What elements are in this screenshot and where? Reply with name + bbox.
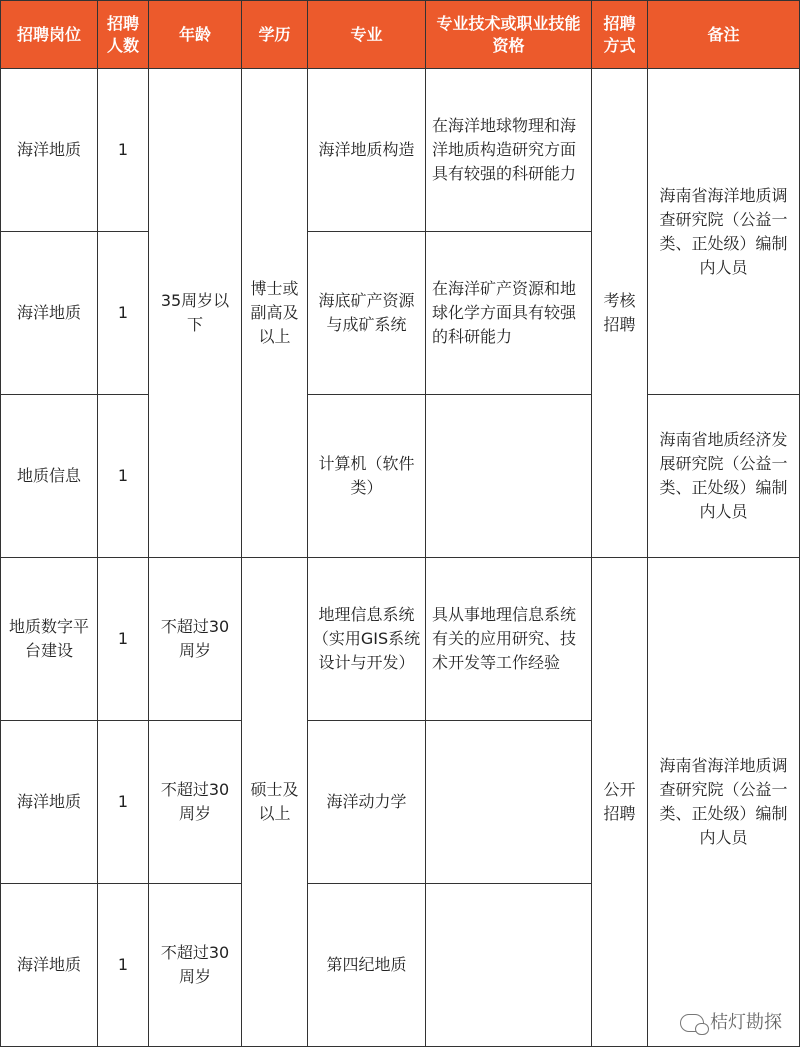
cell-position: 地质信息 bbox=[1, 395, 98, 558]
watermark bbox=[674, 1006, 788, 1036]
cell-major: 地理信息系统（实用GIS系统设计与开发） bbox=[308, 558, 426, 721]
cell-qualification: 在海洋地球物理和海洋地质构造研究方面具有较强的科研能力 bbox=[426, 69, 592, 232]
cell-qualification bbox=[426, 884, 592, 1047]
cell-age: 不超过30周岁 bbox=[149, 884, 242, 1047]
cell-major: 计算机（软件类） bbox=[308, 395, 426, 558]
cell-qualification: 具从事地理信息系统有关的应用研究、技术开发等工作经验 bbox=[426, 558, 592, 721]
cell-count: 1 bbox=[98, 721, 149, 884]
cell-major: 海底矿产资源与成矿系统 bbox=[308, 232, 426, 395]
cell-remark: 海南省地质经济发展研究院（公益一类、正处级）编制内人员 bbox=[648, 395, 800, 558]
wechat-icon bbox=[680, 1014, 704, 1032]
header-method: 招聘方式 bbox=[592, 1, 648, 69]
header-count: 招聘人数 bbox=[98, 1, 149, 69]
header-position: 招聘岗位 bbox=[1, 1, 98, 69]
table-row bbox=[1, 558, 800, 721]
cell-remark-merged: 海南省海洋地质调查研究院（公益一类、正处级）编制内人员 bbox=[648, 69, 800, 395]
table-row bbox=[1, 395, 800, 558]
header-major: 专业 bbox=[308, 1, 426, 69]
cell-position: 海洋地质 bbox=[1, 69, 98, 232]
cell-education-merged: 博士或副高及以上 bbox=[242, 69, 308, 558]
header-qualification: 专业技术或职业技能资格 bbox=[426, 1, 592, 69]
cell-method-merged: 考核招聘 bbox=[592, 69, 648, 558]
cell-major: 海洋动力学 bbox=[308, 721, 426, 884]
table-row bbox=[1, 69, 800, 232]
cell-position: 海洋地质 bbox=[1, 232, 98, 395]
cell-age: 不超过30周岁 bbox=[149, 558, 242, 721]
cell-count: 1 bbox=[98, 69, 149, 232]
cell-age-merged: 35周岁以下 bbox=[149, 69, 242, 558]
watermark-text: 桔灯勘探 bbox=[710, 1012, 782, 1033]
cell-major: 海洋地质构造 bbox=[308, 69, 426, 232]
cell-count: 1 bbox=[98, 884, 149, 1047]
cell-qualification bbox=[426, 721, 592, 884]
header-remarks: 备注 bbox=[648, 1, 800, 69]
cell-qualification: 在海洋矿产资源和地球化学方面具有较强的科研能力 bbox=[426, 232, 592, 395]
cell-method-merged: 公开招聘 bbox=[592, 558, 648, 1047]
cell-position: 地质数字平台建设 bbox=[1, 558, 98, 721]
cell-count: 1 bbox=[98, 232, 149, 395]
cell-age: 不超过30周岁 bbox=[149, 721, 242, 884]
cell-education-merged: 硕士及以上 bbox=[242, 558, 308, 1047]
cell-position: 海洋地质 bbox=[1, 884, 98, 1047]
header-education: 学历 bbox=[242, 1, 308, 69]
header-row bbox=[1, 1, 800, 69]
cell-remark-merged: 海南省海洋地质调查研究院（公益一类、正处级）编制内人员 bbox=[648, 558, 800, 1047]
cell-major: 第四纪地质 bbox=[308, 884, 426, 1047]
cell-position: 海洋地质 bbox=[1, 721, 98, 884]
cell-count: 1 bbox=[98, 558, 149, 721]
cell-qualification bbox=[426, 395, 592, 558]
header-age: 年龄 bbox=[149, 1, 242, 69]
cell-count: 1 bbox=[98, 395, 149, 558]
